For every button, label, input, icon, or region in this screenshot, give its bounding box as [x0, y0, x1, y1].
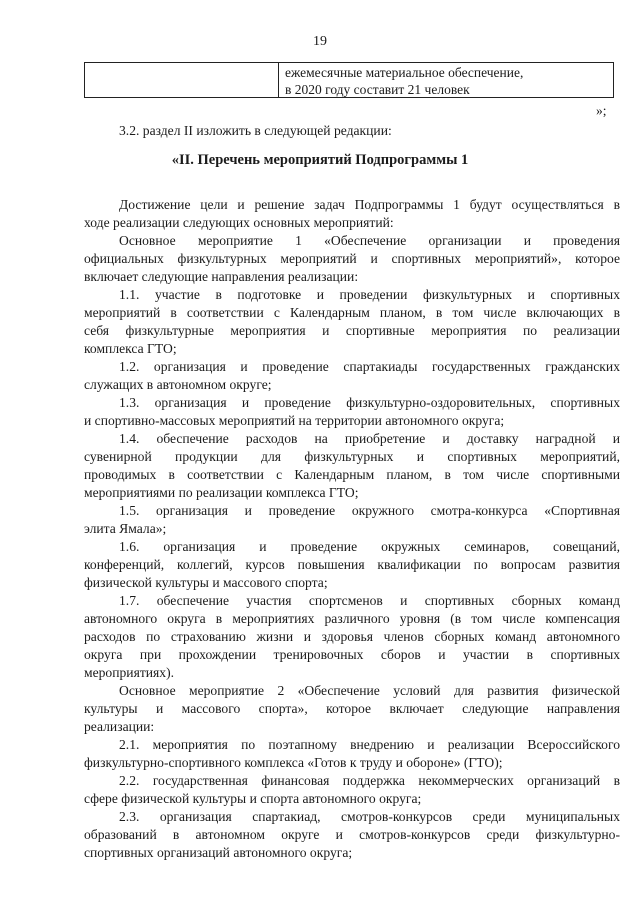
body-text-line: 2.2. государственная финансовая поддержка некоммерческих организаций в — [119, 773, 620, 788]
body-text-line: 1.4. обеспечение расходов на приобретение и доставку наградной и — [119, 431, 620, 446]
body-text-line: 2.3. организация спартакиад, смотров-конкурсов среди муниципальных — [119, 809, 620, 824]
body-text-line: культуры и массового спорта», которое включает следующие направления — [84, 701, 620, 716]
body-text-line: включает следующие направления реализации: — [84, 269, 359, 284]
body-text-line: сфере физической культуры и спорта автономного округа; — [84, 791, 422, 806]
body-text-line: элита Ямала»; — [84, 521, 167, 536]
body-text-line: расходов по страхованию жизни и здоровья членов сборных команд автономного — [84, 629, 620, 644]
body-text-line: проводимых в соответствии с Календарным планом, в том числе спортивными — [84, 467, 620, 482]
page-number: 19 — [313, 34, 327, 49]
body-text-line: Основное мероприятие 2 «Обеспечение условий для развития физической — [119, 683, 620, 698]
body-text-line: автономного округа в мероприятиях различного уровня (в том числе компенсация — [84, 611, 620, 626]
table-cell-line: в 2020 году составит 21 человек — [285, 82, 470, 97]
table-column-divider — [278, 63, 279, 97]
body-text-line: физической культуры и массового спорта; — [84, 575, 328, 590]
body-text-line: служащих в автономном округе; — [84, 377, 272, 392]
body-text-line: и спортивно-массовых мероприятий на территории автономного округа; — [84, 413, 505, 428]
body-text-line: мероприятиях). — [84, 665, 175, 680]
body-text-line: Основное мероприятие 1 «Обеспечение организации и проведения — [119, 233, 620, 248]
body-text-line: 1.5. организация и проведение окружного смотра-конкурса «Спортивная — [119, 503, 620, 518]
body-text-line: мероприятий в соответствии с Календарным планом, в том числе включающих в — [84, 305, 620, 320]
body-text-line: 2.1. мероприятия по поэтапному внедрению и реализации Всероссийского — [119, 737, 620, 752]
body-text-line: спортивных организаций автономного округа; — [84, 845, 353, 860]
body-text-line: официальных физкультурных мероприятий и спортивных мероприятий», которое — [84, 251, 620, 266]
continuation-table — [84, 62, 614, 98]
body-text-line: физкультурно-спортивного комплекса «Готов к труду и обороне» (ГТО); — [84, 755, 503, 770]
closing-quote: »; — [596, 103, 607, 118]
body-text-line: реализации: — [84, 719, 155, 734]
section-intro: 3.2. раздел II изложить в следующей редакции: — [119, 123, 392, 138]
body-text-line: конференций, коллегий, курсов повышения квалификации по вопросам развития — [84, 557, 620, 572]
body-text-line: Достижение цели и решение задач Подпрограммы 1 будут осуществляться в — [119, 197, 620, 212]
body-text-line: себя физкультурные мероприятия и спортивные мероприятия по реализации — [84, 323, 620, 338]
body-text-line: округа при прохождении тренировочных сборов и участии в спортивных — [84, 647, 620, 662]
body-text-line: 1.6. организация и проведение окружных семинаров, совещаний, — [119, 539, 620, 554]
body-text-line: комплекса ГТО; — [84, 341, 177, 356]
body-text-line: 1.3. организация и проведение физкультурно-оздоровительных, спортивных — [119, 395, 620, 410]
body-text-line: 1.2. организация и проведение спартакиады государственных гражданских — [119, 359, 620, 374]
table-cell-line: ежемесячные материальное обеспечение, — [285, 65, 524, 80]
body-text-line: мероприятиями по реализации комплекса ГТО; — [84, 485, 359, 500]
section-heading: «II. Перечень мероприятий Подпрограммы 1 — [171, 152, 469, 168]
body-text-line: сувенирной продукции для физкультурных и спортивных мероприятий, — [84, 449, 620, 464]
table-cell — [285, 64, 610, 98]
body-text-line: 1.7. обеспечение участия спортсменов и спортивных сборных команд — [119, 593, 620, 608]
body-text-line: образований в автономном округе и смотров-конкурсов среди физкультурно- — [84, 827, 620, 842]
body-text-line: 1.1. участие в подготовке и проведении физкультурных и спортивных — [119, 287, 620, 302]
body-text-line: ходе реализации следующих основных мероприятий: — [84, 215, 394, 230]
